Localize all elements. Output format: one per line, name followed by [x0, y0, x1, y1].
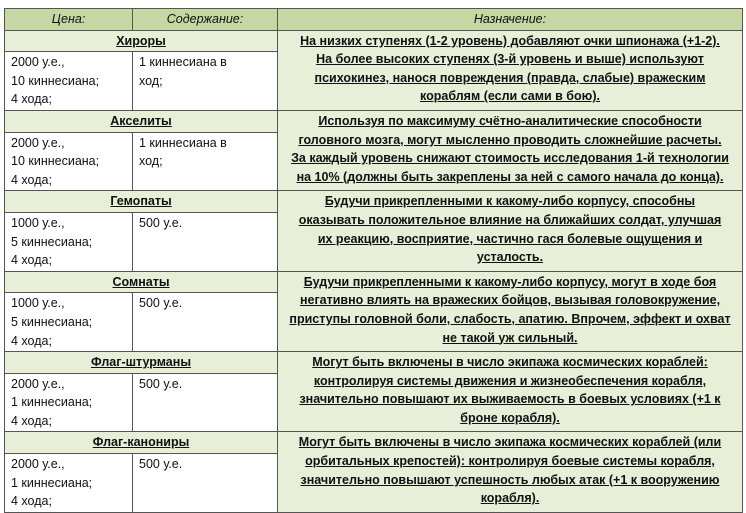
unit-price [5, 52, 133, 111]
unit-name-row [5, 191, 743, 213]
unit-price [5, 212, 133, 271]
purpose-line: Используя по максимуму счётно-аналитические способности [318, 113, 702, 128]
purpose-line: Будучи прикрепленными к какому-либо корпусу, способны [324, 194, 696, 209]
unit-name: Гемопаты [5, 191, 278, 213]
header-purpose: Назначение: [278, 9, 743, 31]
unit-purpose [278, 432, 743, 512]
purpose-line: Могут быть включены в число экипажа космических кораблей (или [298, 435, 722, 450]
header-price: Цена: [5, 9, 133, 31]
unit-content [133, 293, 278, 352]
unit-name: Сомнаты [5, 271, 278, 293]
purpose-line: психокинез, нанося повреждения (правда, слабые) вражеским [314, 70, 706, 85]
unit-price [5, 132, 133, 191]
price-line: 4 хода; [11, 172, 52, 187]
purpose-line: кораблям (если сами в бою). [420, 89, 600, 104]
header-row [5, 9, 743, 31]
price-line: 1000 у.е., [11, 296, 65, 311]
price-line: 4 хода; [11, 333, 52, 348]
unit-content [133, 373, 278, 432]
content-line: 1 киннесиана в [139, 55, 227, 70]
content-line: 500 у.е. [139, 457, 183, 472]
purpose-line: головного мозга, могут мысленно проводить сложнейшие расчеты. [298, 132, 722, 147]
price-line: 4 хода; [11, 92, 52, 107]
price-line: 2000 у.е., [11, 457, 65, 472]
unit-price [5, 454, 133, 513]
unit-purpose [278, 352, 743, 432]
purpose-line: контролируя системы движения и жизнеобеспечения корабля, [313, 373, 707, 388]
unit-content [133, 212, 278, 271]
price-line: 2000 у.е., [11, 135, 65, 150]
unit-purpose [278, 191, 743, 271]
unit-name: Флаг-канониры [5, 432, 278, 454]
purpose-line: их реакцию, восприятие, частично гася болевые ощущения и [317, 231, 703, 246]
purpose-line: За каждый уровень снижают стоимость исследования 1-й технологии [291, 151, 729, 166]
content-line: ход; [139, 154, 163, 169]
price-line: 10 киннесиана; [11, 154, 100, 169]
purpose-line: корабля). [480, 491, 540, 506]
unit-content [133, 454, 278, 513]
purpose-line: значительно повышают их выживаемость в боевых условиях (+1 к [299, 392, 721, 407]
units-table [4, 8, 743, 513]
unit-price [5, 373, 133, 432]
purpose-line: орбитальных крепостей): контролируя боевые системы корабля, [305, 454, 715, 469]
content-line: 500 у.е. [139, 296, 183, 311]
unit-name-row [5, 30, 743, 52]
content-line: 1 киннесиана в [139, 135, 227, 150]
purpose-line: оказывать положительное влияние на ближайших солдат, улучшая [298, 212, 722, 227]
header-content: Содержание: [133, 9, 278, 31]
unit-purpose [278, 271, 743, 351]
purpose-line: Могут быть включены в число экипажа космических кораблей: [312, 355, 708, 370]
purpose-line: усталость. [476, 250, 544, 265]
purpose-line: броне корабля). [460, 410, 560, 425]
price-line: 5 киннесиана; [11, 314, 93, 329]
price-line: 4 хода; [11, 413, 52, 428]
unit-name-row [5, 271, 743, 293]
unit-content [133, 52, 278, 111]
purpose-line: значительно повышают успешность любых атак (+1 к вооружению [300, 472, 720, 487]
price-line: 1 киннесиана; [11, 475, 93, 490]
price-line: 10 киннесиана; [11, 73, 100, 88]
price-line: 2000 у.е., [11, 55, 65, 70]
unit-name-row [5, 352, 743, 374]
purpose-line: Будучи прикрепленными к какому-либо корпусу, могут в ходе боя [303, 274, 717, 289]
price-line: 4 хода; [11, 494, 52, 509]
price-line: 1000 у.е., [11, 215, 65, 230]
purpose-line: не такой уж сильный. [442, 330, 578, 345]
unit-name: Хироры [5, 30, 278, 52]
price-line: 4 хода; [11, 253, 52, 268]
price-line: 5 киннесиана; [11, 234, 93, 249]
unit-name: Флаг-штурманы [5, 352, 278, 374]
purpose-line: негативно влиять на вражеских бойцов, вызывая головокружение, [299, 293, 721, 308]
price-line: 2000 у.е., [11, 376, 65, 391]
content-line: ход; [139, 73, 163, 88]
unit-name-row [5, 432, 743, 454]
unit-purpose [278, 30, 743, 110]
price-line: 1 киннесиана; [11, 395, 93, 410]
purpose-line: на 10% (должны быть закреплены за ней с самого начала до конца). [296, 169, 724, 184]
content-line: 500 у.е. [139, 215, 183, 230]
unit-name-row [5, 110, 743, 132]
unit-price [5, 293, 133, 352]
content-line: 500 у.е. [139, 376, 183, 391]
purpose-line: приступы головной боли, слабость, апатию. Впрочем, эффект и охват [289, 311, 731, 326]
unit-purpose [278, 110, 743, 190]
unit-name: Акселиты [5, 110, 278, 132]
purpose-line: На низких ступенях (1-2 уровень) добавляют очки шпионажа (+1-2). [300, 33, 720, 48]
units-table-body [5, 9, 743, 513]
purpose-line: На более высоких ступенях (3-й уровень и выше) используют [316, 52, 704, 67]
unit-content [133, 132, 278, 191]
